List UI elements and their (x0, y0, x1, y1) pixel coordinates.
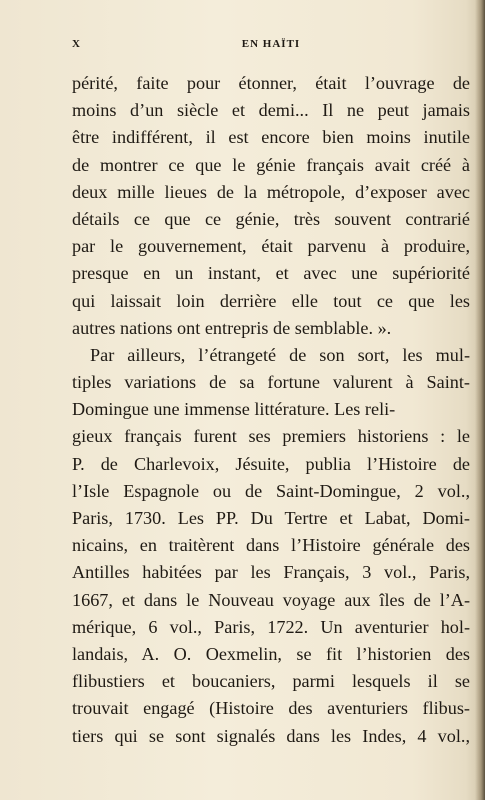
page-number: X (72, 38, 81, 50)
text-line-20: 1667, et dans le Nouveau voyage aux îles de l’A- (72, 589, 470, 610)
text-line-4: de montrer ce que le génie français avait créé à (72, 154, 470, 175)
text-line-11: Par ailleurs, l’étrangeté de son sort, les mul- (90, 344, 470, 365)
text-line-21: mérique, 6 vol., Paris, 1722. Un aventurier hol- (72, 616, 470, 637)
text-line-23: flibustiers et boucaniers, parmi lesquels il se (72, 671, 470, 692)
text-line-14: gieux français furent ses premiers historiens : le (72, 426, 470, 447)
text-line-5: deux mille lieues de la métropole, d’exposer avec (72, 181, 470, 202)
text-line-17: Paris, 1730. Les PP. Du Tertre et Labat, Domi- (72, 508, 470, 528)
text-line-10: autres nations ont entrepris de semblable. ». (72, 317, 392, 338)
page-edge-shadow (475, 0, 485, 800)
text-line-16: l’Isle Espagnole ou de Saint-Domingue, 2 vol., (72, 480, 470, 501)
text-line-25: tiers qui se sont signalés dans les Indes, 4 vol., (72, 725, 470, 746)
text-line-15: P. de Charlevoix, Jésuite, publia l’Histoire de (72, 453, 470, 474)
body-text (72, 70, 470, 750)
text-line-7: par le gouvernement, était parvenu à produire, (72, 236, 470, 257)
text-line-18: nicains, en traitèrent dans l’Histoire générale des (72, 535, 470, 556)
text-line-3: être indifférent, il est encore bien moins inutile (72, 127, 470, 148)
page-header (72, 38, 470, 58)
text-line-22: landais, A. O. Oexmelin, se fit l’historien des (72, 643, 470, 664)
text-line-19: Antilles habitées par les Français, 3 vol., Paris, (72, 562, 470, 583)
running-head: EN HAÏTI (241, 38, 301, 50)
text-line-12: tiples variations de sa fortune valurent à Saint- (72, 372, 470, 393)
text-line-2: moins d’un siècle et demi... Il ne peut jamais (72, 100, 470, 121)
text-line-8: presque en un instant, et avec une supériorité (72, 263, 470, 284)
text-line-9: qui laissait loin derrière elle tout ce que les (72, 290, 470, 311)
text-line-1: périté, faite pour étonner, était l’ouvrage de (72, 73, 470, 93)
text-line-6: détails ce que ce génie, très souvent contrarié (72, 208, 470, 229)
text-line-24: trouvait engagé (Histoire des aventuriers flibus- (72, 698, 470, 719)
text-line-13: Domingue une immense littérature. Les reli- (72, 399, 396, 420)
